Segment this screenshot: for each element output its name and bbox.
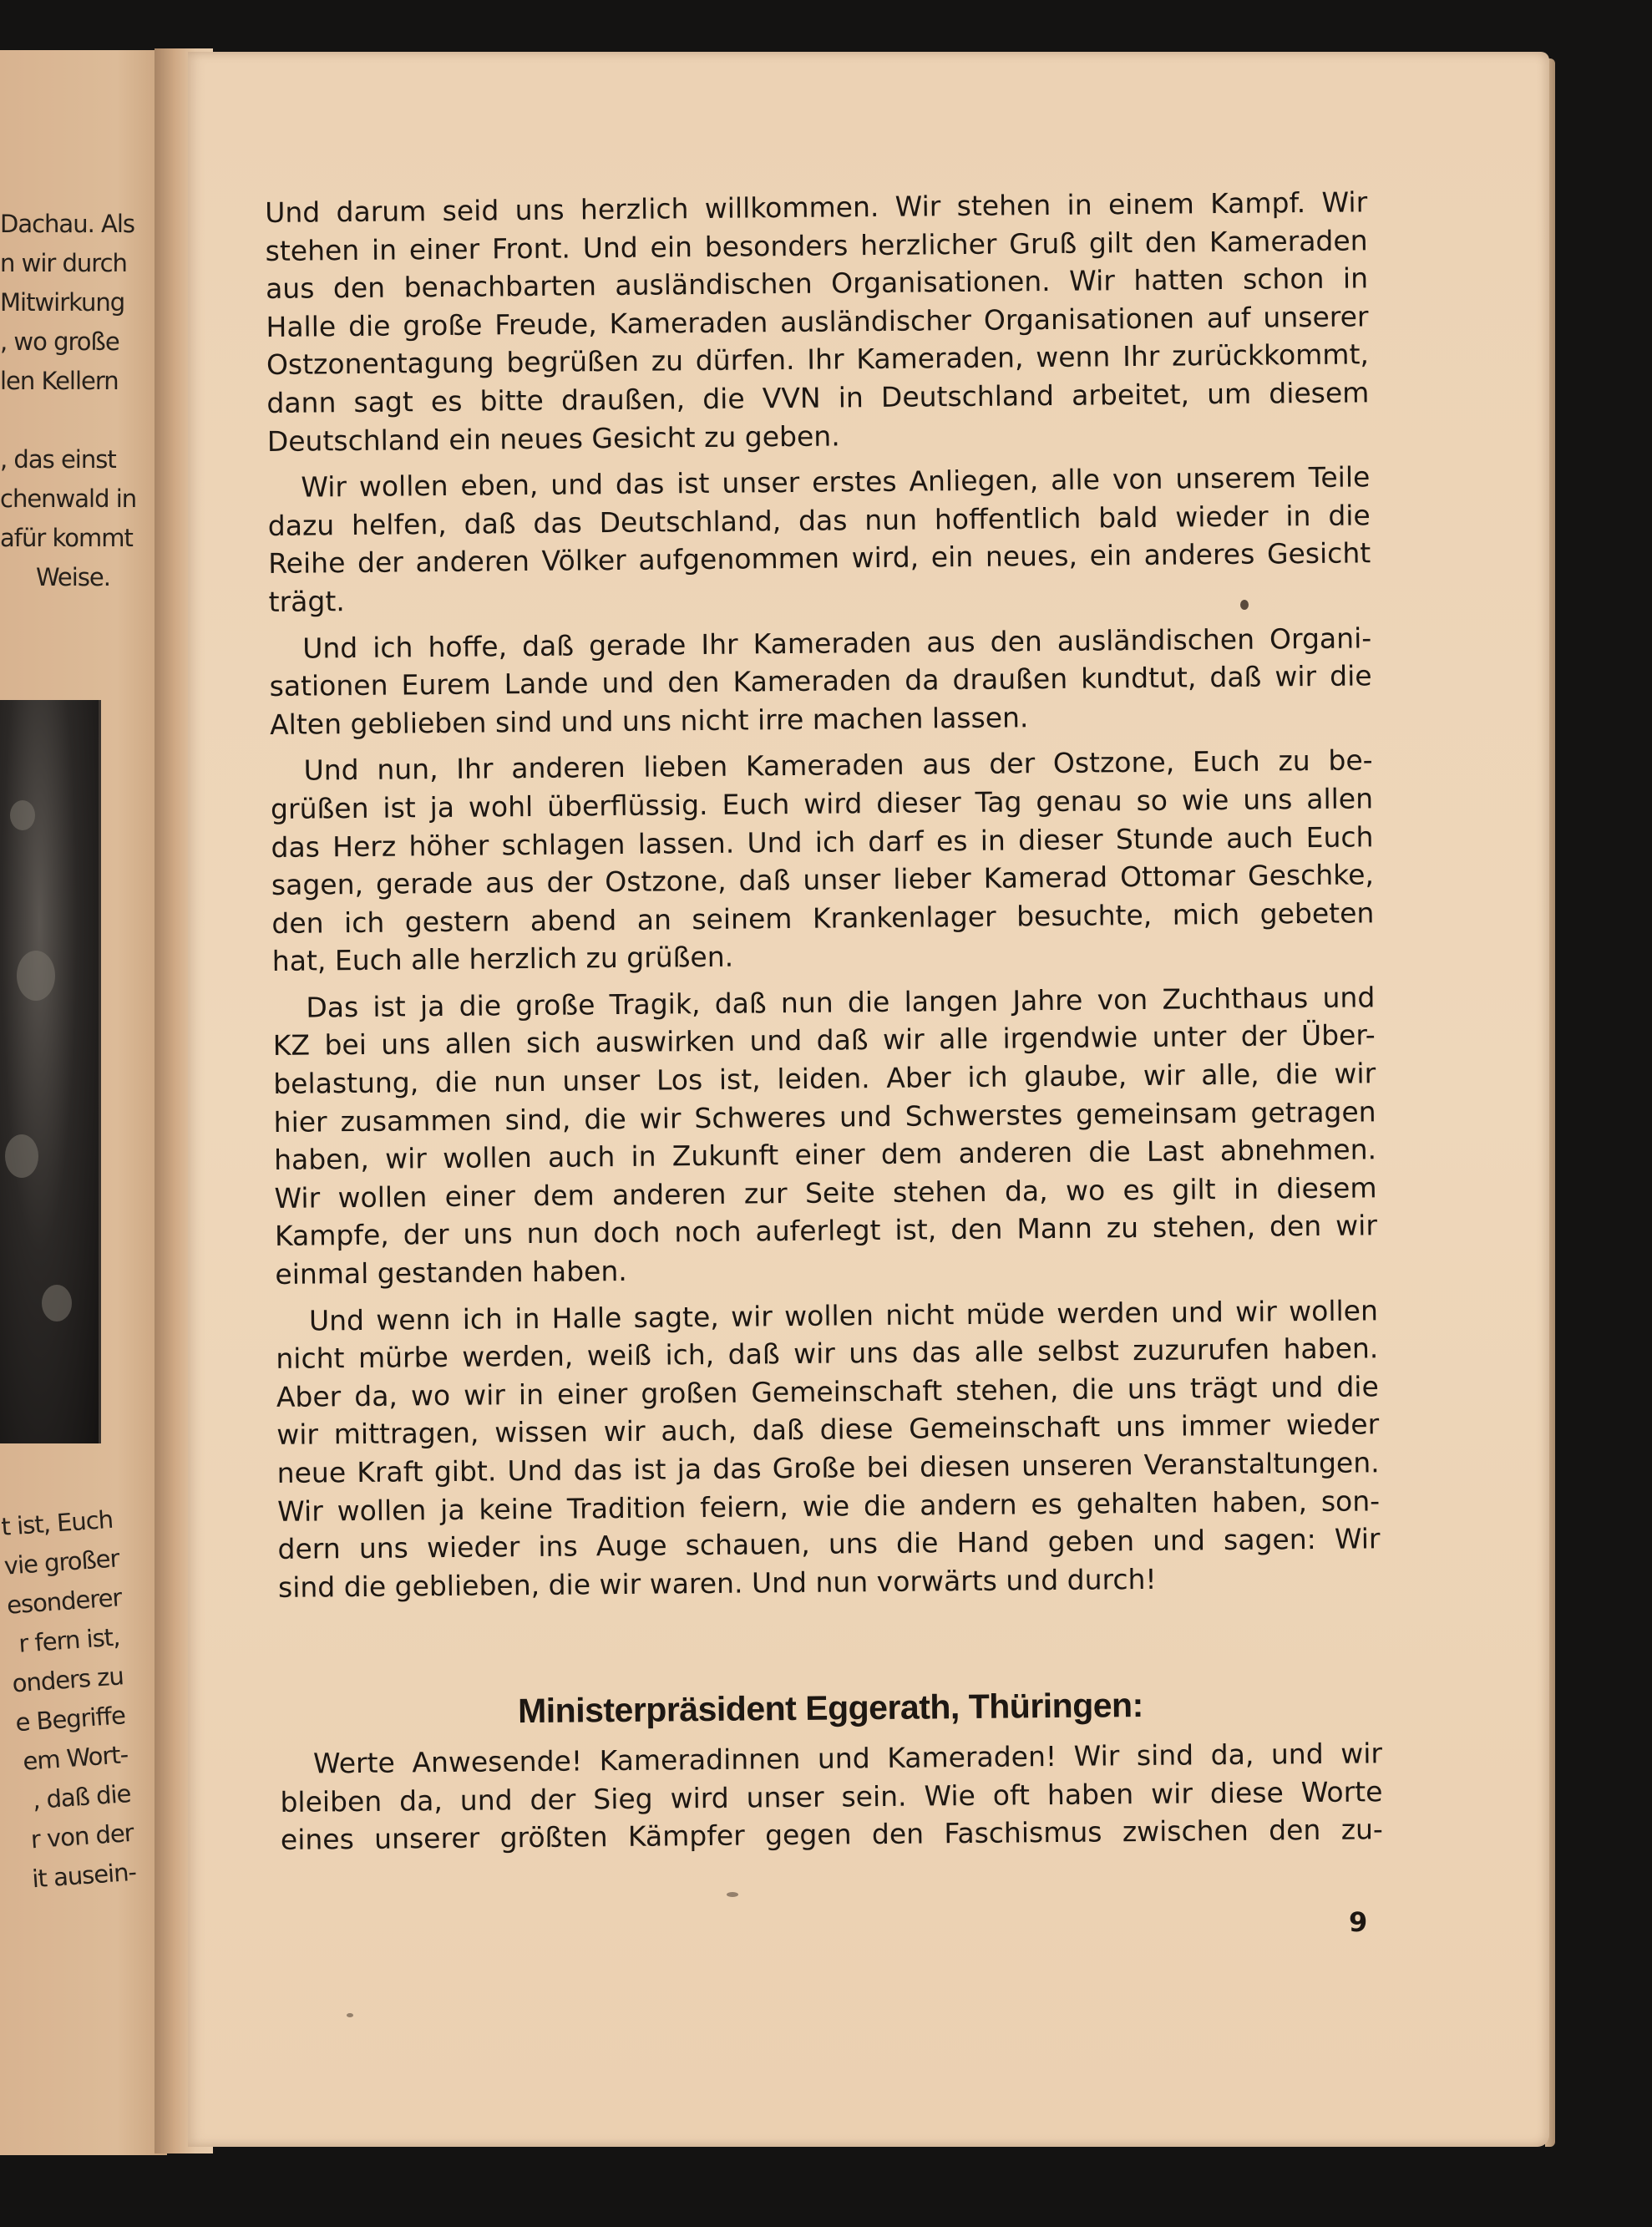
- left-line: e Begriffe: [14, 1701, 126, 1737]
- text-line: Reihe der anderen Völker aufgenommen wird, ein neues, ein anderes Gesicht: [268, 536, 1371, 581]
- left-line: len Kellern: [0, 367, 119, 395]
- text-line: Das ist ja die große Tragik, daß nun die langen Jahre von Zuchthaus und: [306, 981, 1376, 1024]
- text-line: hat, Euch alle herzlich zu grüßen.: [271, 940, 734, 978]
- left-facing-page: [0, 50, 167, 2155]
- page-number: 9: [1349, 1906, 1368, 1938]
- paragraph: [267, 458, 1371, 621]
- text-line: dern uns wieder ins Auge schauen, uns die Hand geben und sagen: Wir: [277, 1522, 1381, 1566]
- paragraph: [269, 619, 1372, 743]
- main-text-body: [265, 183, 1383, 1859]
- text-line: aus den benachbarten ausländischen Organisationen. Wir hatten schon in: [265, 261, 1369, 306]
- text-line: sagen, gerade aus der Ostzone, daß unser lieber Kamerad Ottomar Geschke,: [271, 858, 1375, 902]
- paper-speck: [347, 2013, 353, 2017]
- text-line: KZ bei uns allen sich auswirken und daß wir alle irgendwie unter der Über-: [272, 1018, 1376, 1063]
- text-line: Und wenn ich in Halle sagte, wir wollen nicht müde werden und wir wollen: [308, 1293, 1379, 1337]
- paragraph: [272, 978, 1377, 1293]
- text-line: Kampfe, der uns nun doch noch auferlegt ist, den Mann zu stehen, den wir: [274, 1209, 1378, 1253]
- section-heading: Ministerpräsident Eggerath, Thüringen:: [517, 1686, 1143, 1731]
- text-line: das Herz höher schlagen lassen. Und ich darf es in dieser Stunde auch Euch: [271, 819, 1374, 864]
- text-line: wir mittragen, wissen wir auch, daß diese Gemeinschaft uns immer wieder: [276, 1408, 1380, 1452]
- text-line: Halle die große Freude, Kameraden ausländischer Organisationen auf unserer: [266, 300, 1369, 343]
- left-line: chenwald in: [0, 484, 137, 513]
- text-line: hier zusammen sind, die wir Schweres und Schwerstes gemeinsam getragen: [273, 1094, 1376, 1139]
- left-line: r von der: [29, 1818, 134, 1854]
- text-line: Werte Anwesende! Kameradinnen und Kameraden! Wir sind da, und wir: [312, 1737, 1383, 1780]
- text-line: haben, wir wollen auch in Zukunft einer dem anderen die Last abnehmen.: [273, 1133, 1377, 1177]
- text-line: Ostzonentagung begrüßen zu dürfen. Ihr Kameraden, wenn Ihr zurückkommt,: [266, 337, 1370, 382]
- text-line: den ich gestern abend an seinem Krankenlager besuchte, mich gebeten: [271, 895, 1375, 940]
- left-page-upper-text: [0, 205, 137, 597]
- left-line: t ist, Euch: [0, 1504, 114, 1541]
- paragraph: [270, 742, 1375, 981]
- text-line: stehen in einer Front. Und ein besonders herzlicher Gruß gilt den Kameraden: [265, 223, 1368, 267]
- text-line: Wir wollen eben, und das ist unser erstes Anliegen, alle von unserem Teile: [301, 460, 1371, 504]
- text-line: einmal gestanden haben.: [275, 1254, 627, 1291]
- text-line: dann sagt es bitte draußen, die VVN in Deutschland arbeitet, um diesem: [266, 376, 1370, 419]
- left-line: em Wort-: [22, 1740, 129, 1776]
- paragraph: [265, 183, 1370, 460]
- text-line: eines unserer größten Kämpfer gegen den Faschismus zwischen den zu-: [280, 1813, 1384, 1857]
- text-line: Deutschland ein neues Gesicht zu geben.: [266, 419, 840, 458]
- text-line: Und darum seid uns herzlich willkommen. Wir stehen in einem Kampf. Wir: [265, 185, 1368, 229]
- left-line: [0, 401, 110, 440]
- paragraph: [280, 1734, 1383, 1859]
- text-line: Und ich hoffe, daß gerade Ihr Kameraden aus den ausländischen Organi-: [302, 621, 1372, 665]
- left-line: , das einst: [0, 445, 116, 474]
- left-page-photo: [0, 700, 101, 1443]
- left-line: Weise.: [35, 563, 110, 591]
- left-line: Dachau. Als: [0, 210, 135, 238]
- left-line: Mitwirkung: [0, 288, 125, 317]
- paper-speck: [727, 1892, 738, 1897]
- text-line: sind die geblieben, die wir waren. Und nun vorwärts und durch!: [277, 1562, 1157, 1604]
- text-line: sationen Eurem Lande und den Kameraden da draußen kundtut, daß wir die: [269, 659, 1372, 703]
- text-line: nicht mürbe werden, weiß ich, daß wir uns das alle selbst zuzurufen haben.: [276, 1332, 1379, 1376]
- text-line: Aber da, wo wir in einer großen Gemeinschaft stehen, die uns trägt und die: [276, 1370, 1379, 1413]
- paragraph: [276, 1291, 1381, 1606]
- text-line: trägt.: [268, 585, 345, 618]
- left-line: esonderer: [5, 1583, 123, 1620]
- text-line: Wir wollen ja keine Tradition feiern, wie die andern es gehalten haben, son-: [276, 1484, 1381, 1528]
- text-line: neue Kraft gibt. Und das ist ja das Große bei diesen unseren Veranstaltungen.: [276, 1446, 1380, 1489]
- left-line: , daß die: [31, 1778, 132, 1815]
- left-line: onders zu: [11, 1661, 124, 1698]
- left-line: n wir durch: [0, 249, 127, 277]
- text-line: grüßen ist ja wohl überflüssig. Euch wird dieser Tag genau so wie uns allen: [270, 782, 1374, 825]
- left-line: r fern ist,: [18, 1622, 121, 1658]
- text-line: dazu helfen, daß das Deutschland, das nun hoffentlich bald wieder in die: [267, 499, 1371, 542]
- text-line: Alten geblieben sind und uns nicht irre machen lassen.: [269, 700, 1029, 741]
- left-line: it ausein-: [31, 1857, 137, 1894]
- left-line: , wo große: [0, 327, 119, 356]
- text-line: Wir wollen einer dem anderen zur Seite stehen da, wo es gilt in diesem: [274, 1171, 1377, 1215]
- left-page-lower-text: [0, 1500, 137, 1900]
- text-line: belastung, die nun unser Los ist, leiden. Aber ich glaube, wir alle, die wir: [273, 1057, 1376, 1101]
- text-line: Und nun, Ihr anderen lieben Kameraden aus der Ostzone, Euch zu be-: [303, 743, 1373, 787]
- text-line: bleiben da, und der Sieg wird unser sein. Wie oft haben wir diese Worte: [280, 1774, 1383, 1819]
- left-line: vie großer: [3, 1544, 120, 1580]
- left-line: afür kommt: [0, 524, 133, 552]
